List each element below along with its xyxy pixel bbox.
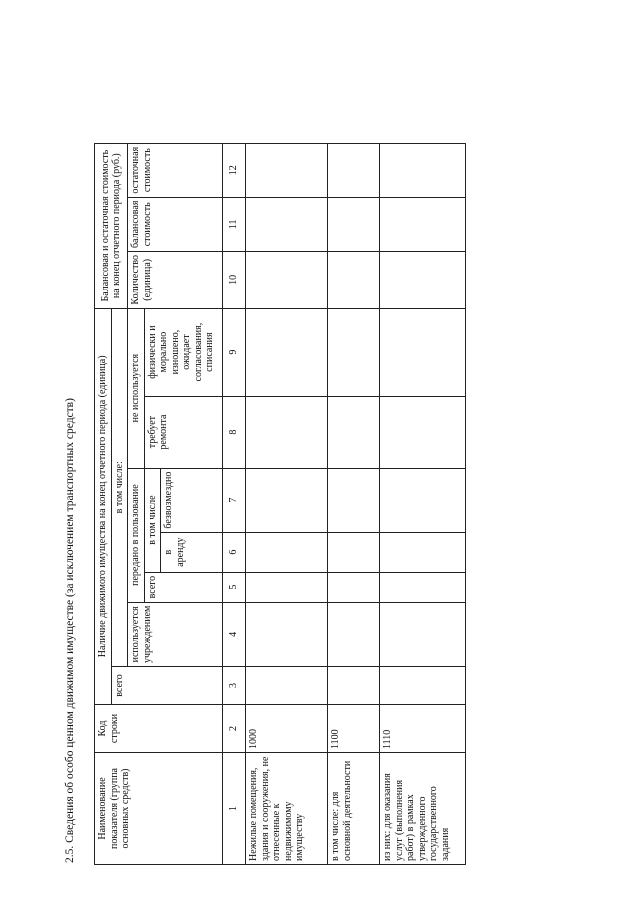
header-balance: Балансовая и остаточная стоимость на конец отчетного периода (руб.) (95, 143, 128, 308)
col-number: 11 (223, 197, 246, 251)
header-repair: требует ремонта (144, 396, 223, 468)
header-rent: в аренду (161, 532, 223, 572)
col-number: 4 (223, 602, 246, 666)
header-resid-value: остаточная стоимость (128, 143, 223, 197)
header-trans-total: всего (144, 572, 223, 602)
col-number: 12 (223, 143, 246, 197)
header-qty: Количество (единица) (128, 252, 223, 309)
section-heading: 2.5. Сведения об особо ценном движимом имуществе (за исключением транспортных средств) (64, 398, 76, 863)
col-number: 7 (223, 468, 246, 532)
header-total: всего (111, 667, 223, 705)
header-used: используется учреждением (128, 602, 223, 666)
table-row (380, 143, 466, 864)
header-bal-value: балансовая стоимость (128, 197, 223, 251)
table-row (246, 143, 328, 864)
col-number: 10 (223, 252, 246, 309)
header-wornout: физически и морально изношено, ожидает согласования, списания (144, 308, 223, 396)
column-numbers-row (223, 143, 246, 864)
col-number: 1 (223, 753, 246, 865)
table-row (328, 143, 380, 864)
header-free: безвозмездно (161, 468, 223, 532)
header-name: Наименование показателя (группа основных средств) (95, 753, 223, 865)
col-number: 3 (223, 667, 246, 705)
header-code: Код строки (95, 705, 223, 753)
row-code: 1110 (380, 705, 466, 753)
header-not-used: не используется (128, 308, 145, 468)
row-name: из них: для оказания услуг (выполнения работ) в рамках утвержденного государственного задания (380, 753, 466, 865)
header-including: в том числе: (111, 308, 128, 666)
col-number: 8 (223, 396, 246, 468)
header-presence: Наличие движимого имущества на конец отчетного периода (единица) (95, 308, 112, 704)
col-number: 9 (223, 308, 246, 396)
row-code: 1100 (328, 705, 380, 753)
col-number: 6 (223, 532, 246, 572)
row-code: 1000 (246, 705, 328, 753)
header-trans-incl: в том числе (144, 468, 161, 572)
col-number: 2 (223, 705, 246, 753)
header-transferred: передано в пользование (128, 468, 145, 602)
col-number: 5 (223, 572, 246, 602)
row-name: в том числе: для основной деятельности (328, 753, 380, 865)
movable-property-table (94, 143, 466, 865)
row-name: Нежилые помещения, здания и сооружения, не отнесенные к недвижимому имуществу (246, 753, 328, 865)
